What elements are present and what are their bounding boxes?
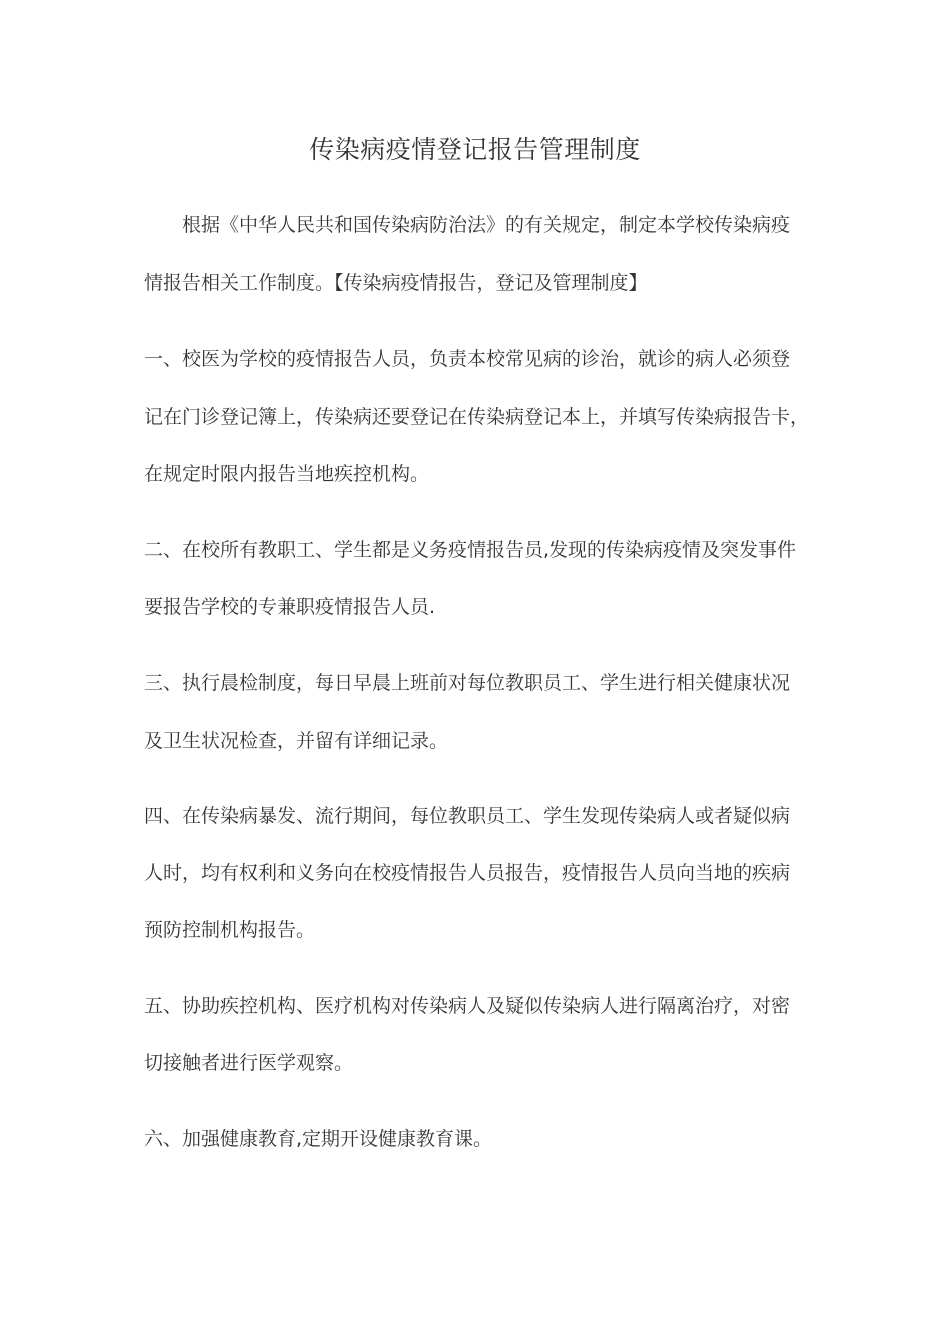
item-2-line-2: 要报告学校的专兼职疫情报告人员. bbox=[144, 596, 436, 618]
item-4-line-3: 预防控制机构报告。 bbox=[144, 919, 316, 941]
item-4-line-1: 四、在传染病暴发、流行期间，每位教职员工、学生发现传染病人或者疑似病 bbox=[144, 805, 791, 827]
item-3-line-1: 三、执行晨检制度，每日早晨上班前对每位教职员工、学生进行相关健康状况 bbox=[144, 672, 791, 694]
item-2-line-1: 二、在校所有教职工、学生都是义务疫情报告员,发现的传染病疫情及突发事件 bbox=[144, 539, 797, 561]
item-5-line-1: 五、协助疾控机构、医疗机构对传染病人及疑似传染病人进行隔离治疗，对密 bbox=[144, 995, 791, 1017]
item-1-line-2: 记在门诊登记簿上，传染病还要登记在传染病登记本上，并填写传染病报告卡， bbox=[144, 406, 810, 428]
item-6-line-1: 六、加强健康教育,定期开设健康教育课。 bbox=[144, 1128, 493, 1150]
intro-line-2: 情报告相关工作制度。【传染病疫情报告，登记及管理制度】 bbox=[144, 272, 648, 294]
intro-line-1: 根据《中华人民共和国传染病防治法》的有关规定，制定本学校传染病疫 bbox=[182, 214, 791, 236]
document-title: 传染病疫情登记报告管理制度 bbox=[309, 135, 641, 164]
item-1-line-1: 一、校医为学校的疫情报告人员，负责本校常见病的诊治，就诊的病人必须登 bbox=[144, 348, 791, 370]
item-1-line-3: 在规定时限内报告当地疾控机构。 bbox=[144, 463, 430, 485]
item-4-line-2: 人时，均有权利和义务向在校疫情报告人员报告，疫情报告人员向当地的疾病 bbox=[144, 862, 791, 884]
item-5-line-2: 切接触者进行医学观察。 bbox=[144, 1052, 354, 1074]
item-3-line-2: 及卫生状况检查，并留有详细记录。 bbox=[144, 730, 449, 752]
